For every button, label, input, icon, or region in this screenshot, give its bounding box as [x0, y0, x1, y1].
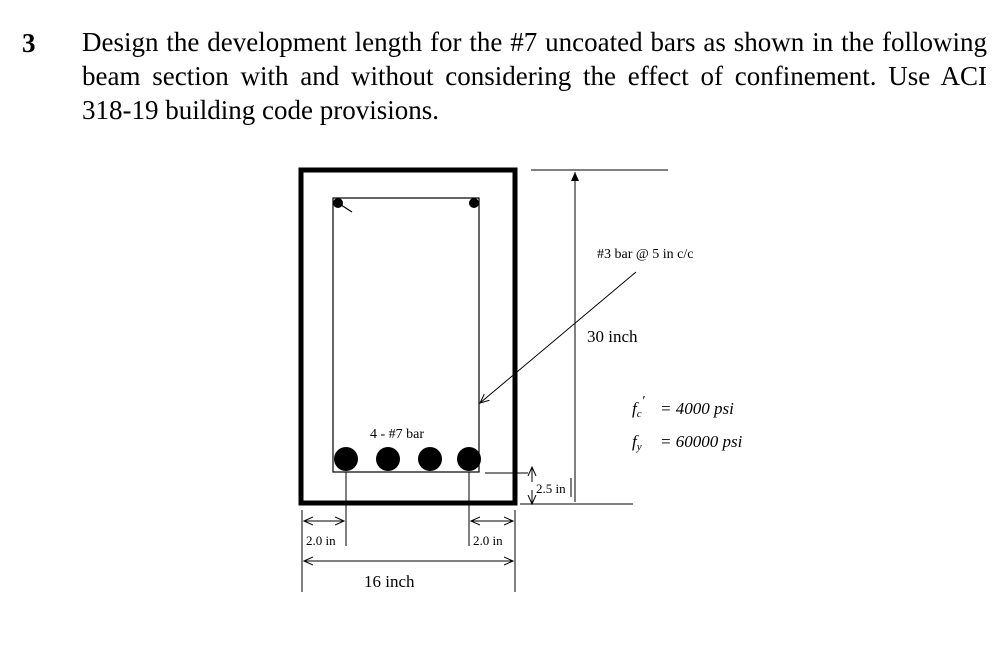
width-label: 16 inch [364, 572, 415, 591]
fc-symbol: fc′ [632, 394, 645, 420]
fy-label: = 60000 psi [660, 432, 743, 451]
cover-right-label: 2.0 in [473, 533, 503, 548]
stirrup-label: #3 bar @ 5 in c/c [597, 247, 694, 262]
question-number: 3 [22, 28, 36, 58]
fc-label: = 4000 psi [660, 399, 734, 418]
bottom-bar-2 [376, 447, 400, 471]
bottom-bar-4 [457, 447, 481, 471]
top-bar-left [333, 198, 343, 208]
bottom-bar-3 [418, 447, 442, 471]
fy-symbol: fy [632, 432, 642, 453]
cover-bottom-label: 2.5 in [536, 481, 566, 496]
height-label: 30 inch [587, 327, 638, 346]
question-text: Design the development length for the #7 uncoated bars as shown in the following beam section with and without considering the effect of confinement. Use ACI 318-19 building code provisions. [82, 27, 987, 125]
top-bar-right [469, 198, 479, 208]
bar-label: 4 - #7 bar [370, 427, 425, 442]
cover-left-label: 2.0 in [306, 533, 336, 548]
bottom-bar-1 [334, 447, 358, 471]
